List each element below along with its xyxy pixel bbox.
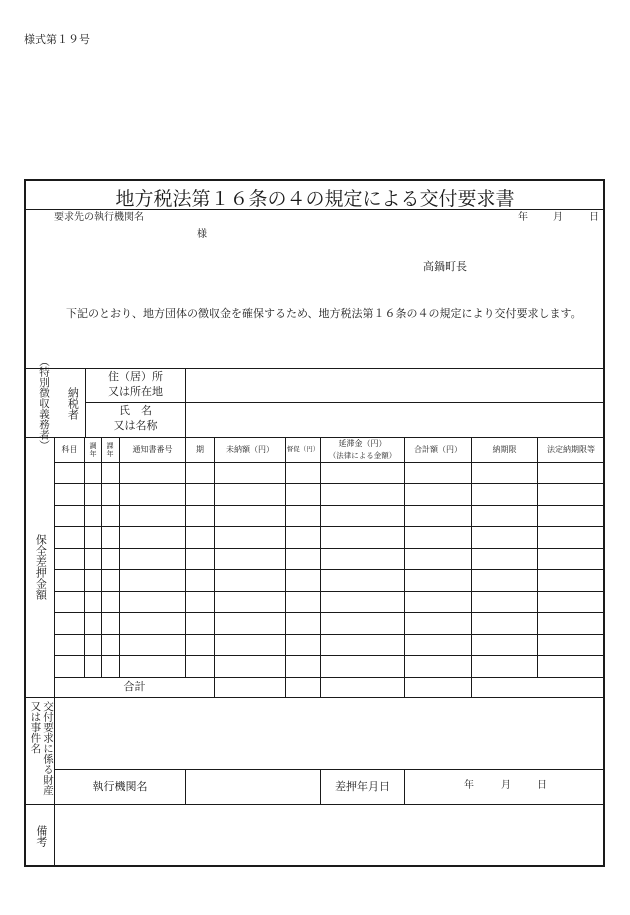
name-label-2: 又は名称 — [113, 419, 158, 433]
form-title: 地方税法第１６条の４の規定による交付要求書 — [115, 188, 515, 210]
col-line — [285, 437, 286, 697]
col-line — [101, 437, 102, 677]
table-row-line — [54, 483, 604, 484]
col-line — [537, 437, 538, 677]
header-hoteinokigen: 法定納期限等 — [547, 445, 595, 455]
table-row-line — [54, 612, 604, 613]
taxpayer-top-line — [25, 368, 604, 369]
taxpayer-mid-line — [85, 402, 604, 403]
header-entaikin-2: （法律による金額） — [328, 450, 397, 460]
title-divider — [25, 209, 604, 210]
header-kanen: 課年 — [106, 441, 114, 458]
name-label-1: 氏 名 — [119, 404, 152, 418]
header-entaikin-1: 延滞金（円） — [338, 439, 387, 449]
date-year: 年 — [518, 212, 528, 223]
seizure-year: 年 — [464, 780, 474, 791]
seizure-date-label: 差押年月日 — [335, 779, 390, 793]
property-label: 交付要求に係る財産又は事件名 — [29, 701, 54, 796]
table-bottom — [25, 697, 604, 698]
remarks-label: 備考 — [34, 825, 48, 847]
header-chonen: 調年 — [89, 441, 97, 458]
agency-v1 — [185, 769, 186, 804]
address-label-1: 住（居）所 — [108, 370, 163, 384]
header-tsuchisho: 通知書番号 — [132, 445, 173, 455]
col-line — [471, 437, 472, 697]
table-side-divider — [54, 437, 55, 697]
total-label: 合計 — [123, 680, 146, 694]
header-nokigen: 納期限 — [492, 445, 517, 455]
table-row-line — [54, 526, 604, 527]
body-text: 下記のとおり、地方団体の徴収金を確保するため、地方税法第１６条の４の規定により交付要求します。 — [66, 307, 582, 320]
agency-label: 執行機関名 — [92, 779, 148, 793]
agency-v3 — [404, 769, 405, 804]
header-kamoku: 科目 — [61, 445, 78, 455]
form-frame — [24, 179, 605, 867]
header-minou: 未納額（円） — [226, 445, 274, 455]
col-line — [119, 437, 120, 677]
table-row-line — [54, 591, 604, 592]
col-line — [84, 437, 85, 677]
header-ki: 期 — [196, 445, 204, 455]
taxpayer-sub-label: （特別徴収義務者） — [38, 355, 51, 451]
taxpayer-v2 — [185, 368, 186, 437]
col-line — [185, 437, 186, 677]
header-gokei: 合計額（円） — [414, 445, 462, 455]
honorific: 様 — [197, 229, 207, 240]
recipient-label: 要求先の執行機関名 — [54, 212, 144, 223]
seizure-day: 日 — [537, 780, 547, 791]
header-tokusoku: 督促（円） — [286, 445, 320, 454]
table-row-line — [54, 634, 604, 635]
table-header-bottom — [54, 462, 604, 463]
col-line — [214, 437, 215, 697]
table-row-line — [54, 569, 604, 570]
seizure-month: 月 — [501, 780, 511, 791]
taxpayer-label: 納税者 — [66, 386, 80, 420]
table-row-line — [54, 505, 604, 506]
date-day: 日 — [589, 212, 599, 223]
form-number: 様式第１９号 — [24, 33, 90, 46]
table-side-label: 保全差押金額 — [34, 534, 48, 600]
issuer: 高鍋町長 — [423, 260, 467, 273]
table-row-line — [54, 548, 604, 549]
remarks-side-divider — [54, 804, 55, 866]
col-line — [404, 437, 405, 697]
address-label-2: 又は所在地 — [108, 385, 163, 399]
date-month: 月 — [553, 212, 563, 223]
property-bottom-line — [25, 804, 604, 805]
col-line — [320, 437, 321, 697]
table-row-line — [54, 655, 604, 656]
